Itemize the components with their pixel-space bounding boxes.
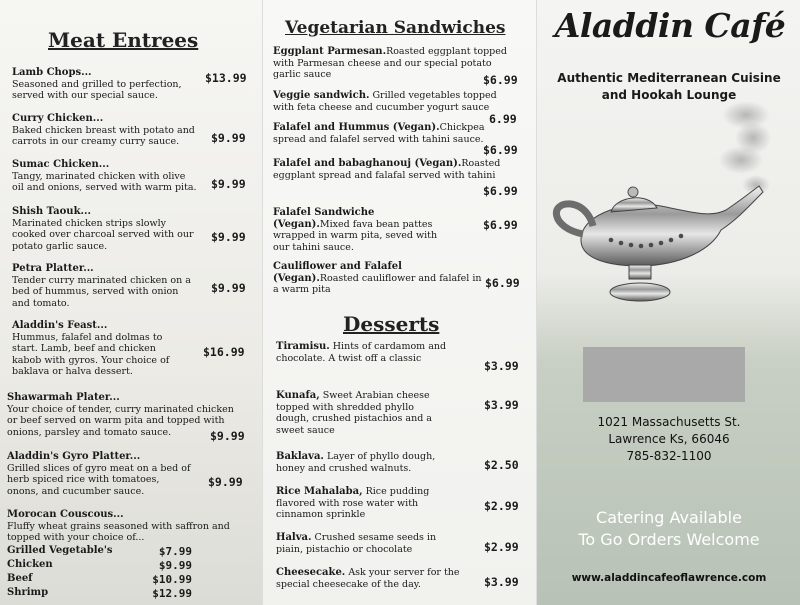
item-name: Veggie sandwich. [273, 90, 370, 101]
item-desc: Grilled slices of gyro meat on a bed of herb spiced rice with tomatoes, onons, and cucumber sauce. [7, 462, 191, 497]
item-name: Tiramisu. [276, 341, 330, 352]
meat-entrees-title: Meat Entrees [48, 28, 199, 52]
item-desc: Rice pudding flavored with rose water with cinnamon sprinkle [276, 486, 430, 520]
item-desc: Roasted eggplant spread and falafal served with tahini [273, 158, 501, 181]
catering-text: Catering Available [596, 508, 742, 527]
item-desc: Chickpea spread and falafel served with tahini sauce. [273, 122, 485, 145]
menu-item [12, 113, 197, 148]
item-name: Falafel and babaghanouj (Vegan). [273, 158, 462, 169]
item-price: $9.99 [211, 131, 246, 145]
item-desc: Sweet Arabian cheese topped with shredded phyllo dough, crushed pistachios and a sweet sauce [276, 390, 432, 436]
item-desc: Roasted cauliflower and falafel in a warm pita [273, 272, 482, 295]
menu-item [276, 451, 451, 474]
item-name: Falafel Sandwiche (Vegan). [273, 207, 375, 230]
item-price: $9.99 [208, 475, 243, 489]
item-price: $2.99 [484, 540, 519, 554]
item-desc: Hummus, falafel and dolmas to start. Lamb, beef and chicken kabob with gyros. Your choice of baklava or halva dessert. [12, 331, 170, 377]
item-price: $6.99 [483, 73, 518, 87]
item-price: $3.99 [484, 398, 519, 412]
menu-item [273, 207, 453, 253]
item-price: $9.99 [210, 429, 245, 443]
menu-item [273, 90, 498, 113]
address-block [547, 414, 791, 465]
item-name: Shawarmah Plater... [7, 392, 120, 403]
to-go-text: To Go Orders Welcome [578, 530, 760, 549]
item-desc: Tender curry marinated chicken on a bed of hummus, served with onion and tomato. [12, 274, 191, 309]
option-label: Chicken [7, 559, 53, 570]
option-price: $12.99 [152, 587, 192, 600]
tagline [547, 70, 791, 104]
item-desc: Ask your server for the special cheesecake of the day. [276, 567, 460, 590]
menu-item [7, 509, 242, 544]
brand-logo: Aladdin Café [554, 6, 786, 45]
item-desc: Roasted eggplant topped with Parmesan cheese and our special potato garlic sauce [273, 46, 507, 80]
item-price: $6.99 [483, 143, 518, 157]
couscous-option [7, 587, 192, 598]
item-name: Aladdin's Feast... [12, 320, 108, 331]
menu-item [273, 122, 513, 145]
address-line-1: 1021 Massachusetts St. [597, 415, 741, 429]
tagline-line-1: Authentic Mediterranean Cuisine [557, 71, 781, 85]
option-label: Grilled Vegetable's [7, 545, 113, 556]
promo-block [543, 507, 795, 551]
item-desc: Crushed sesame seeds in piain, pistachio or chocolate [276, 532, 437, 555]
menu-item [273, 158, 513, 181]
menu-item [12, 320, 187, 378]
vegetarian-title: Vegetarian Sandwiches [285, 18, 506, 38]
option-price: $9.99 [158, 559, 192, 572]
veg-dessert-panel [262, 0, 536, 605]
item-price: $2.99 [484, 499, 519, 513]
menu-item [7, 392, 242, 438]
item-price: $3.99 [484, 575, 519, 589]
item-price: $16.99 [203, 345, 245, 359]
item-price: $9.99 [211, 281, 246, 295]
item-desc: Seasoned and grilled to perfection, served with our special sauce. [12, 78, 182, 101]
item-desc: Layer of phyllo dough, honey and crushed walnuts. [276, 451, 436, 474]
item-name: Rice Mahalaba, [276, 486, 363, 497]
item-price: $9.99 [211, 230, 246, 244]
item-name: Shish Taouk... [12, 206, 91, 217]
item-name: Falafel and Hummus (Vegan). [273, 122, 440, 133]
item-desc: Your choice of tender, curry marinated chicken or beef served on warm pita and topped with onions, parsley and tomato sauce. [7, 403, 234, 438]
item-name: Morocan Couscous... [7, 509, 124, 520]
item-price: $9.99 [211, 177, 246, 191]
menu-item [276, 532, 451, 555]
menu-item [12, 67, 197, 102]
menu-item [276, 567, 466, 590]
website-link[interactable]: www.aladdincafeoflawrence.com [571, 572, 767, 584]
item-name: Petra Platter... [12, 263, 94, 274]
item-desc: Mixed fava bean pattes wrapped in warm pita, seved with our tahini sauce. [273, 218, 438, 253]
option-price: $7.99 [158, 545, 192, 558]
option-label: Beef [7, 573, 33, 584]
item-price: $3.99 [484, 359, 519, 373]
genie-lamp-icon [541, 100, 796, 315]
item-price: $13.99 [205, 71, 247, 85]
menu-item [12, 206, 197, 252]
item-name: Aladdin's Gyro Platter... [7, 451, 141, 462]
item-desc: Grilled vegetables topped with feta cheese and cucumber yogurt sauce [273, 90, 497, 113]
item-price: $6.99 [483, 218, 518, 232]
item-desc: Hints of cardamom and chocolate. A twist off a classic [276, 341, 447, 364]
tagline-line-2: and Hookah Lounge [601, 88, 737, 102]
cover-panel [536, 0, 800, 605]
item-name: Curry Chicken... [12, 113, 104, 124]
menu-item [276, 341, 451, 364]
item-name: Lamb Chops... [12, 67, 92, 78]
item-price: $2.50 [484, 458, 519, 472]
couscous-option [7, 573, 192, 584]
phone-number: 785-832-1100 [626, 449, 712, 463]
option-label: Shrimp [7, 587, 49, 598]
redacted-box [583, 347, 745, 402]
item-name: Kunafa, [276, 390, 320, 401]
menu-item [12, 263, 197, 309]
couscous-option [7, 545, 192, 556]
item-price: 6.99 [489, 112, 517, 126]
item-price: $6.99 [483, 184, 518, 198]
item-desc: Tangy, marinated chicken with olive oil and onions, served with warm pita. [12, 170, 197, 193]
item-name: Halva. [276, 532, 312, 543]
item-name: Cheesecake. [276, 567, 346, 578]
menu-item [7, 451, 192, 497]
couscous-option [7, 559, 192, 570]
item-price: $6.99 [485, 276, 520, 290]
menu-item [12, 159, 197, 194]
item-name: Cauliflower and Falafel (Vegan). [273, 261, 402, 284]
desserts-title: Desserts [343, 312, 440, 336]
item-name: Sumac Chicken... [12, 159, 110, 170]
item-desc: Marinated chicken strips slowly cooked over charcoal served with our potato garlic sauce. [12, 217, 194, 252]
menu-item [273, 261, 488, 296]
item-desc: Fluffy wheat grains seasoned with saffron and topped with your choice of... [7, 520, 230, 543]
menu-item [276, 390, 446, 436]
item-name: Baklava. [276, 451, 324, 462]
meat-entrees-panel [0, 0, 262, 605]
menu-item [276, 486, 456, 521]
option-price: $10.99 [152, 573, 192, 586]
item-desc: Baked chicken breast with potato and carrots in our creamy curry sauce. [12, 124, 195, 147]
address-line-2: Lawrence Ks, 66046 [608, 432, 730, 446]
menu-item [273, 46, 508, 81]
item-name: Eggplant Parmesan. [273, 46, 387, 57]
